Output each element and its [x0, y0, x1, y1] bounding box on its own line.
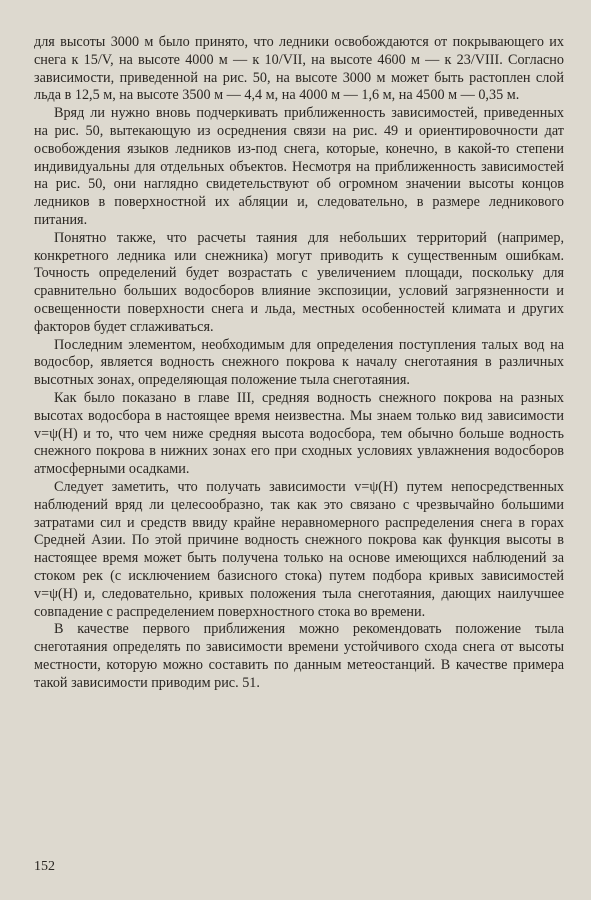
paragraph-4: Последним элементом, необходимым для определения поступления талых вод на водосбор, является водность снежного покрова к началу снеготаяния в различных высотных зонах, определяющая положение тыла снеготаяния. — [34, 336, 564, 389]
paragraph-2: Вряд ли нужно вновь подчеркивать приближенность зависимостей, приведенных на рис. 50, вытекающую из осреднения связи на рис. 49 и ориентировочности дат освобождения языков ледников из-под снега, которые, конечно, в какой-то степени индивидуальны для отдельных объектов. Несмотря на приближенность зависимостей на рис. 50, они наглядно свидетельствуют об огромном значении высоты концов ледников в поверхностной их абляции и, следовательно, в размере ледникового питания. — [34, 105, 564, 228]
page-number: 152 — [34, 859, 55, 874]
paragraph-3: Понятно также, что расчеты таяния для небольших территорий (например, конкретного ледника или снежника) могут приводить к существенным ошибкам. Точность определений будет возрастать с увеличением площади, поскольку для сравнительно больших водосборов влияние экспозиции, условий загрязненности и освещенности поверхности снега и льда, местных особенностей климата и других факторов будет сглаживаться. — [34, 229, 564, 335]
paragraph-5: Как было показано в главе III, средняя водность снежного покрова на разных высотах водосбора в настоящее время неизвестна. Мы знаем только вид зависимости v=ψ(H) и то, что чем ниже средняя высота водосбора, тем обычно больше водность снежного покрова в нижних зонах его при сходных условиях увлажнения водосборов атмосферными осадками. — [34, 389, 564, 478]
paragraph-6: Следует заметить, что получать зависимости v=ψ(H) путем непосредственных наблюдений вряд ли целесообразно, так как это связано с чрезвычайно большими затратами сил и средств ввиду крайне неравномерного распределения снега в горах Средней Азии. По этой причине водность снежного покрова как функция высоты в настоящее время может быть получена только на основе имеющихся наблюдений за стоком рек (с исключением базисного стока) путем подбора кривых зависимостей v=ψ(H) и, следовательно, кривых положения тыла снеготаяния, дающих наилучшее совпадение с распределением поверхностного стока во времени. — [34, 478, 564, 620]
paragraph-7: В качестве первого приближения можно рекомендовать положение тыла снеготаяния определять по зависимости времени устойчивого схода снега от высоты местности, которую можно составить по данным метеостанций. В качестве примера такой зависимости приводим рис. 51. — [34, 621, 564, 691]
page-body-text — [34, 34, 564, 692]
paragraph-1: для высоты 3000 м было принято, что ледники освобождаются от покрывающего их снега к 15/V, на высоте 4000 м — к 10/VII, на высоте 4600 м — к 23/VIII. Согласно зависимости, приведенной на рис. 50, на высоте 3000 м может быть растоплен слой льда в 12,5 м, на высоте 3500 м — 4,4 м, на 4000 м — 1,6 м, на 4500 м — 0,35 м. — [34, 34, 564, 104]
